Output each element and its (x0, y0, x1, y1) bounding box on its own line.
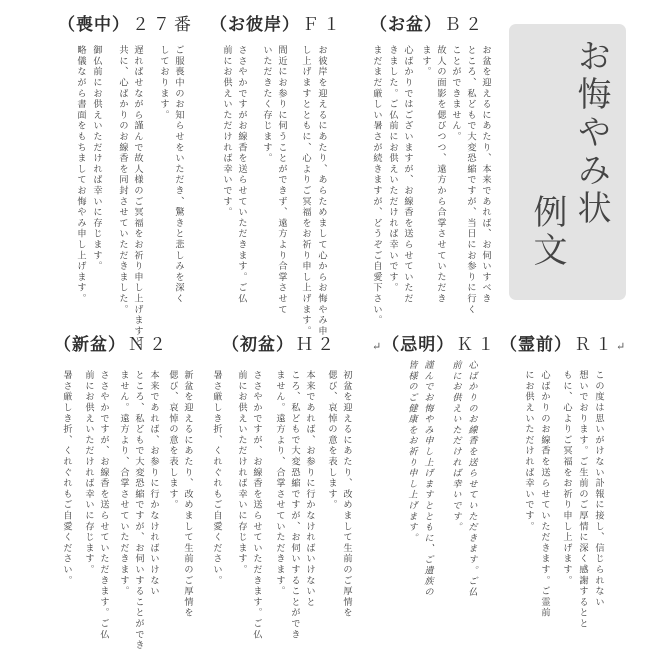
header-kimei (372, 330, 498, 355)
letter-kimei (385, 360, 485, 630)
text-line: ころ、私どもで大変恐縮ですが、お伺いすることができ (289, 370, 300, 640)
return-mark-icon: ↵ (616, 340, 627, 353)
header-obon-code: Ｂ２ (444, 15, 486, 35)
text-line: 想いでおります。ご生前のご厚情に深く感謝するとと (577, 370, 588, 630)
text-line: ささやかですが、お線香を送らせていただきます。ご仏 (98, 370, 109, 640)
header-hatsubon-label: （初盆） (222, 335, 294, 355)
header-mochu (58, 10, 195, 35)
text-line: 偲び、哀悼の意を表します。 (326, 370, 337, 511)
text-line: 心ばかりのお線香を送らせていただきます。ご仏 (466, 360, 477, 598)
text-line: 本来であれば、お参りに行かなければいけない (148, 370, 159, 597)
letter-reizen (500, 370, 610, 640)
text-line: 前にお供えいただければ幸いです。 (450, 360, 461, 533)
text-line: ます。 (420, 45, 431, 78)
text-line: 心ばかりではございますが、お線香を送らせていただ (402, 45, 413, 305)
header-mochu-label: （喪中） (58, 15, 130, 35)
text-line: ささやかですが、お線香を送らせていただきます。ご仏 (251, 370, 262, 640)
header-ohigan (210, 10, 344, 35)
text-line: 新盆を迎えるにあたり、改めまして生前のご厚情を (182, 370, 193, 619)
text-line: まだまだ厳しい暑さが続きますが、どうぞご自愛下さい。 (371, 45, 382, 326)
text-line: ご服喪中のお知らせをいただき、驚きと悲しみを深く (173, 45, 184, 305)
header-hatsubon-code: Ｈ２ (296, 335, 338, 355)
text-line: 前にお供えいただければ幸いに存じます。 (236, 370, 247, 576)
text-line: ささやかですがお線香を送らせていただきます。ご仏 (236, 45, 247, 305)
header-kimei-label: （忌明） (382, 335, 455, 355)
header-reizen-label: （霊前） (500, 335, 572, 355)
text-line: きました。ご仏前にお供えいただければ幸いです。 (387, 45, 398, 294)
text-line: もに、心よりご冥福をお祈り申し上げます。 (561, 370, 572, 586)
header-ohigan-code: Ｆ１ (302, 15, 344, 35)
text-line: 共に、心ばかりのお線香を同封させていただきました。 (117, 45, 128, 315)
text-line: 故人の面影を偲びつつ、遠方から合掌させていただき (435, 45, 446, 305)
header-niibon (54, 330, 170, 355)
letter-niibon (55, 370, 205, 651)
text-line: 前にお供えいただければ幸いです。 (221, 45, 232, 218)
text-line: 暑さ厳しき折、くれぐれもご自愛ください。 (61, 370, 72, 586)
text-line: にお供えいただければ幸いです。 (523, 370, 534, 532)
letter-hatsubon (200, 370, 360, 640)
header-obon-label: （お盆） (370, 15, 442, 35)
text-line: ません。遠方より、合掌させていただきます。 (274, 370, 285, 597)
text-line: しております。 (158, 45, 169, 121)
text-line: 遅ればせながら謹んで故人様のご冥福をお祈り申し上げますと (132, 45, 143, 348)
text-line: ところ、私どもで大変恐縮ですが、当日にお参りに行く (465, 45, 476, 315)
text-line: 偲び、哀悼の意を表します。 (167, 370, 178, 511)
title-line-2: 例文 (527, 194, 567, 270)
text-line: ところ、私どもで大変恐縮ですが、お伺いすることができ (133, 370, 144, 651)
letter-ohigan (215, 45, 335, 337)
text-line: お盆を迎えるにあたり、本来であれば、お伺いすべき (480, 45, 491, 305)
title-line-1: お悔やみ状 (571, 38, 611, 228)
letter-obon (365, 45, 495, 326)
header-kimei-code: Ｋ１ (456, 335, 499, 355)
header-reizen (500, 330, 626, 355)
text-line: いただきたく存じます。 (261, 45, 272, 164)
text-line: 前にお供えいただければ幸いに存じます。 (83, 370, 94, 576)
text-line: 本来であれば、お参りに行かなければいけないと (304, 370, 315, 608)
text-line: この度は思いがけない訃報に接し、信じられない (593, 370, 604, 608)
header-mochu-code: ２７番 (132, 15, 195, 35)
header-ohigan-label: （お彼岸） (210, 15, 300, 35)
header-reizen-code: Ｒ１ (574, 335, 616, 355)
text-line: 御仏前にお供えいただければ幸いに存じます。 (91, 45, 102, 272)
text-line: 心ばかりのお線香を送らせていただきます。ご霊前 (539, 370, 550, 619)
text-line: 皆様のご健康をお祈り申し上げます。 (406, 360, 417, 544)
return-mark-icon: ↵ (372, 340, 383, 353)
text-line: ことができません。 (450, 45, 461, 143)
text-line: ません。遠方より、合掌させていただきます。 (118, 370, 129, 597)
title-box (509, 24, 626, 300)
text-line: し上げますとともに、心よりご冥福をお祈り申し上げます。 (300, 45, 311, 337)
header-niibon-label: （新盆） (54, 335, 126, 355)
text-line: 謹んでお悔やみ申し上げますとともに、ご遺族の (422, 360, 433, 598)
text-line: 間近にお参りに伺うことができず、遠方より合掌させて (276, 45, 287, 315)
text-line: 略儀ながら書面をもちましてお悔やみ申し上げます。 (75, 45, 86, 305)
header-hatsubon (222, 330, 338, 355)
header-obon (370, 10, 486, 35)
text-line: 暑さ厳しき折、くれぐれもご自愛ください。 (211, 370, 222, 586)
header-niibon-code: Ｎ２ (128, 335, 170, 355)
text-line: 初盆を迎えるにあたり、改めまして生前のご厚情を (341, 370, 352, 619)
text-line: お彼岸を迎えるにあたり、あらためまして心からお悔やみ申 (316, 45, 327, 337)
